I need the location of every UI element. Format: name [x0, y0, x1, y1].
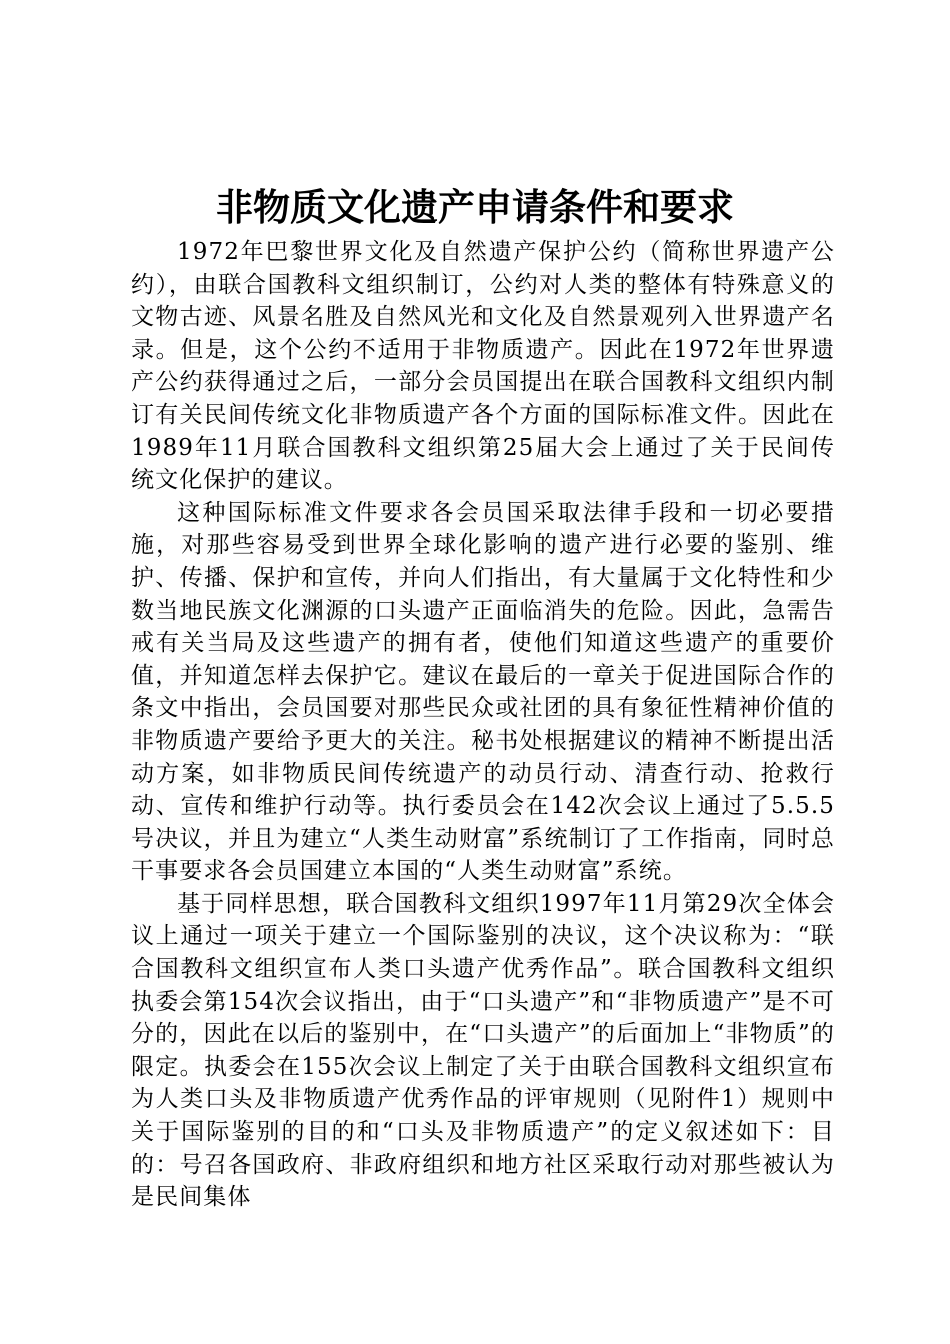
document-title: 非物质文化遗产申请条件和要求: [216, 186, 734, 229]
document-body: [131, 236, 835, 1214]
paragraph: 这种国际标准文件要求各会员国采取法律手段和一切必要措施，对那些容易受到世界全球化影响的遗产进行必要的鉴别、维护、传播、保护和宣传，并向人们指出，有大量属于文化特性和少数当地民族文化渊源的口头遗产正面临消失的危险。因此，急需告戒有关当局及这些遗产的拥有者，使他们知道这些遗产的重要价值，并知道怎样去保护它。建议在最后的一章关于促进国际合作的条文中指出，会员国要对那些民众或社团的具有象征性精神价值的非物质遗产要给予更大的关注。秘书处根据建议的精神不断提出活动方案，如非物质民间传统遗产的动员行动、清查行动、抢救行动、宣传和维护行动等。执行委员会在142次会议上通过了5.5.5号决议，并且为建立“人类生动财富”系统制订了工作指南，同时总干事要求各会员国建立本国的“人类生动财富”系统。: [131, 499, 835, 885]
paragraph: 1972年巴黎世界文化及自然遗产保护公约（简称世界遗产公约），由联合国教科文组织制订，公约对人类的整体有特殊意义的文物古迹、风景名胜及自然风光和文化及自然景观列入世界遗产名录。但是，这个公约不适用于非物质遗产。因此在1972年世界遗产公约获得通过之后，一部分会员国提出在联合国教科文组织内制订有关民间传统文化非物质遗产各个方面的国际标准文件。因此在1989年11月联合国教科文组织第25届大会上通过了关于民间传统文化保护的建议。: [131, 239, 835, 494]
paragraph: 基于同样思想，联合国教科文组织1997年11月第29次全体会议上通过一项关于建立一个国际鉴别的决议，这个决议称为：“联合国教科文组织宣布人类口头遗产优秀作品”。联合国教科文组织执委会第154次会议指出，由于“口头遗产”和“非物质遗产”是不可分的，因此在以后的鉴别中，在“口头遗产”的后面加上“非物质”的限定。执委会在155次会议上制定了关于由联合国教科文组织宣布为人类口头及非物质遗产优秀作品的评审规则（见附件1）规则中关于国际鉴别的目的和“口头及非物质遗产”的定义叙述如下：目的：号召各国政府、非政府组织和地方社区采取行动对那些被认为是民间集体: [131, 890, 835, 1211]
